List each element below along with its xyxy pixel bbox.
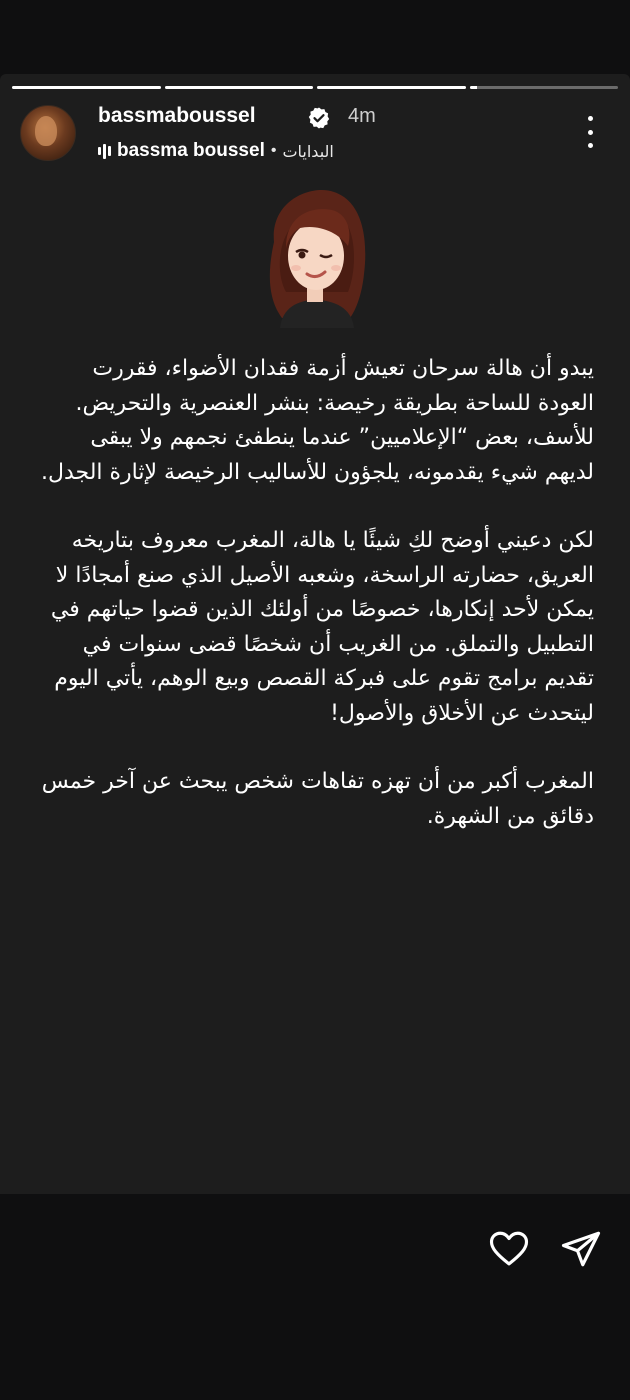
progress-segment bbox=[12, 86, 161, 89]
progress-segment bbox=[165, 86, 314, 89]
separator-dot: • bbox=[270, 142, 277, 159]
bitmoji-sticker bbox=[252, 182, 378, 328]
audio-title: البدايات bbox=[282, 141, 334, 161]
paragraph: المغرب أكبر من أن تهزه تفاهات شخص يبحث عن آخر خمس دقائق من الشهرة. bbox=[41, 769, 594, 829]
progress-segment bbox=[317, 86, 466, 89]
verified-badge-icon bbox=[307, 106, 331, 130]
audio-artist: bassma boussel bbox=[117, 140, 265, 161]
paragraph: لكن دعيني أوضح لكِ شيئًا يا هالة، المغرب معروف بتاريخه العريق، حضارته الراسخة، وشعبه الأصيل الذي صنع أمجادًا لا يمكن لأحد إنكارها، خصوصًا من أولئك الذين قضوا حياتهم في التطبيل والتملق. من الغريب أن شخصًا قضى سنوات في تقديم برامج تقوم على فبركة القصص وبيع الوهم، يأتي اليوم ليتحدث عن الأخلاق والأصول! bbox=[50, 528, 594, 726]
story-header bbox=[20, 100, 610, 166]
story-progress-bar bbox=[12, 86, 618, 89]
story-text bbox=[36, 352, 594, 868]
story-actions bbox=[488, 1228, 602, 1270]
paragraph: يبدو أن هالة سرحان تعيش أزمة فقدان الأضواء، فقررت العودة للساحة بطريقة رخيصة: بنشر العنصرية والتحريض. للأسف، بعض “الإعلاميين” عندما ينطفئ نجمهم ولا يبقى لديهم شيء يقدمونه، يلجؤون للأساليب الرخيصة لإثارة الجدل. bbox=[41, 356, 594, 485]
progress-segment bbox=[470, 86, 619, 89]
post-time: 4m bbox=[348, 105, 376, 127]
status-bar-area bbox=[0, 0, 630, 74]
send-icon[interactable] bbox=[560, 1228, 602, 1270]
username[interactable]: bassmaboussel bbox=[98, 104, 256, 127]
avatar[interactable] bbox=[20, 105, 76, 161]
heart-icon[interactable] bbox=[488, 1228, 530, 1270]
audio-bars-icon bbox=[98, 143, 111, 159]
audio-attribution[interactable] bbox=[98, 140, 334, 162]
bottom-bar-area bbox=[0, 1194, 630, 1400]
more-vertical-icon[interactable] bbox=[584, 116, 596, 148]
